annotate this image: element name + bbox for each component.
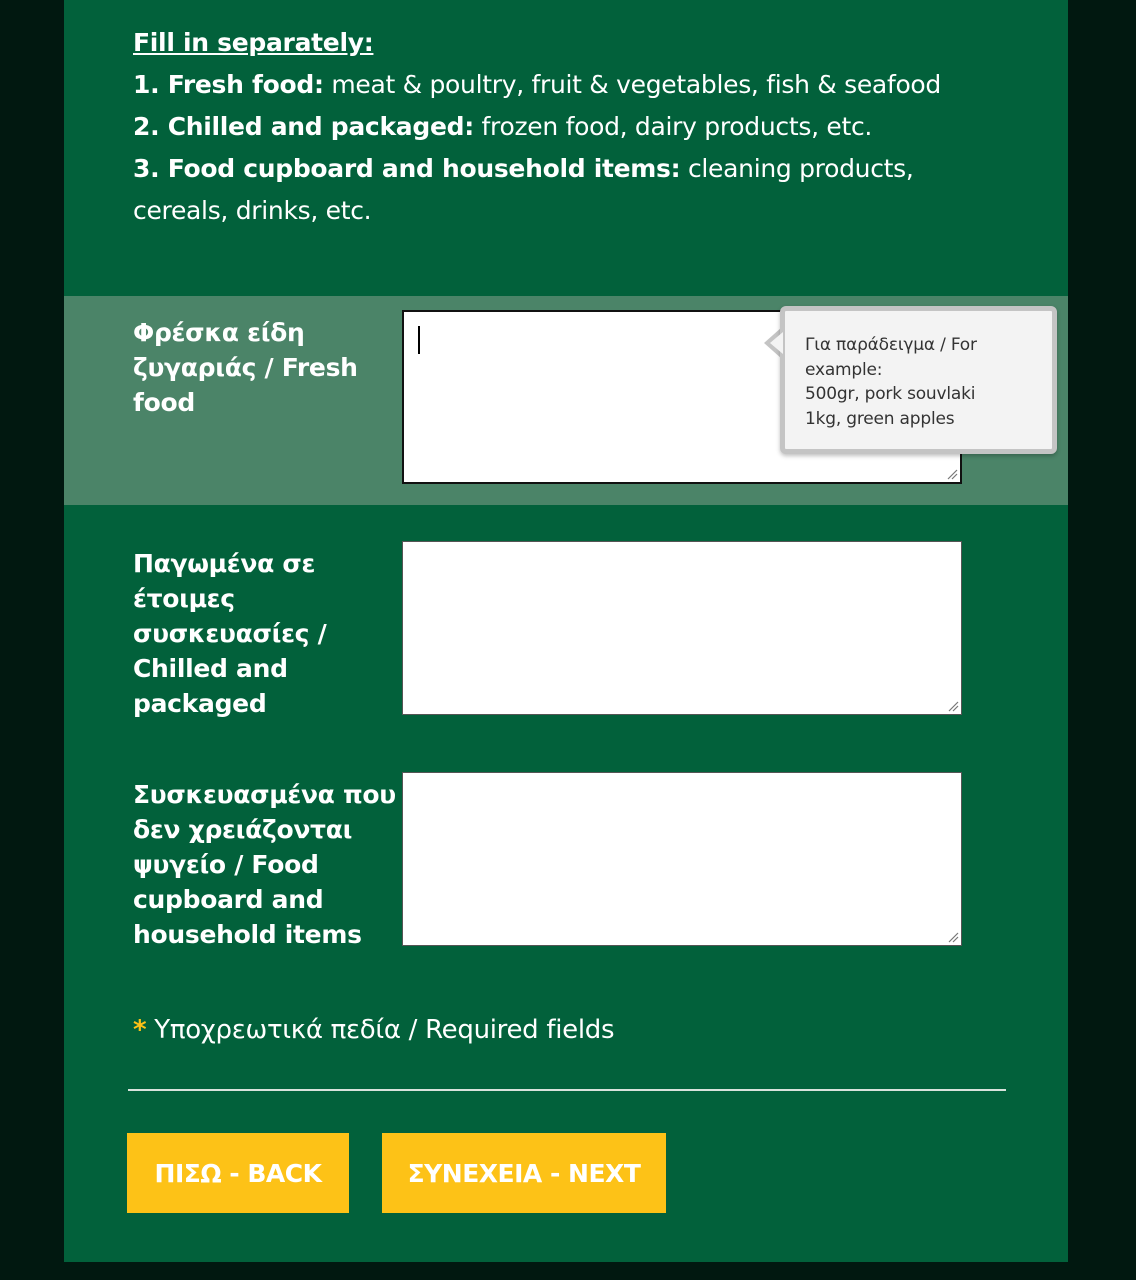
instruction-item [133,64,1013,106]
tooltip-text: Για παράδειγμα / For example: 500gr, pork souvlaki 1kg, green apples [805,335,977,429]
instruction-item-text: meat & poultry, fruit & vegetables, fish & seafood [323,70,942,99]
required-fields-text: Υποχρεωτικά πεδία / Required fields [146,1015,615,1045]
form-panel [64,0,1068,1262]
instruction-item-text: frozen food, dairy products, etc. [473,112,873,141]
next-button[interactable]: ΣΥΝΕΧΕΙΑ - NEXT [382,1133,666,1213]
instruction-item-text: cleaning products, cereals, drinks, etc. [133,154,914,225]
resize-handle-icon[interactable] [946,468,958,480]
chilled-packaged-label: Παγωμένα σε έτοιμες συσκευασίες / Chilled and packaged [133,549,327,718]
food-cupboard-label: Συσκευασμένα που δεν χρειάζονται ψυγείο / Food cupboard and household items [133,780,396,949]
divider [128,1089,1006,1091]
instruction-item-title: 1. Fresh food: [133,70,324,99]
tooltip-arrow-fill [770,332,783,354]
required-fields-note [133,1010,614,1050]
instruction-item [133,148,1013,232]
back-button[interactable]: ΠΙΣΩ - BACK [127,1133,349,1213]
example-tooltip [780,306,1057,454]
text-caret [418,326,420,354]
resize-handle-icon[interactable] [947,931,959,943]
required-star: * [133,1015,147,1045]
instructions-heading: Fill in separately: [133,28,374,57]
instructions [133,22,1013,232]
instruction-item-title: 3. Food cupboard and household items: [133,154,681,183]
instruction-item [133,106,1013,148]
instruction-item-title: 2. Chilled and packaged: [133,112,474,141]
resize-handle-icon[interactable] [947,700,959,712]
fresh-food-label: Φρέσκα είδη ζυγαριάς / Fresh food [133,318,358,417]
chilled-packaged-textarea[interactable] [402,541,962,715]
food-cupboard-textarea[interactable] [402,772,962,946]
